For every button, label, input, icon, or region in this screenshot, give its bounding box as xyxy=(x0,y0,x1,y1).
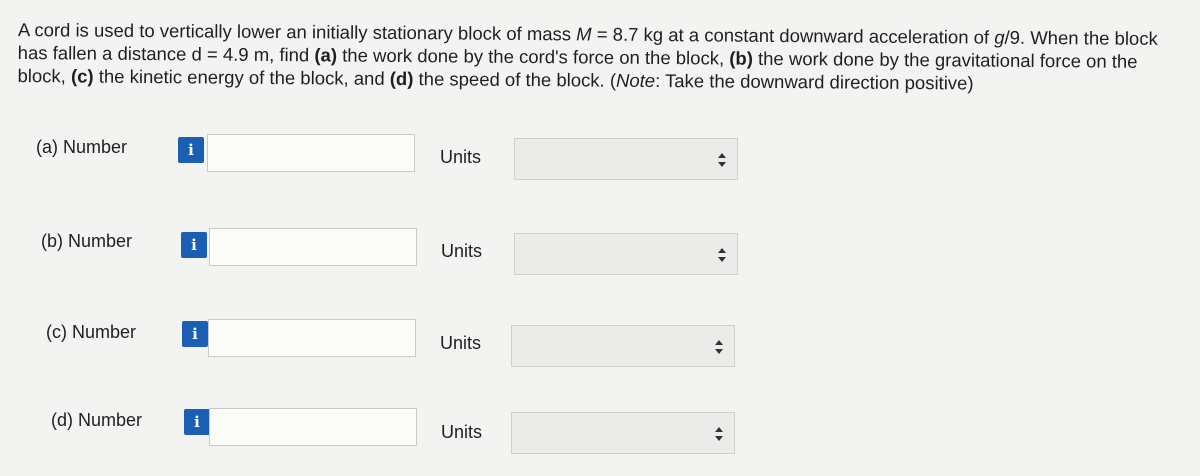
part-b-number-input[interactable] xyxy=(209,228,417,266)
part-d-label: (d) Number xyxy=(51,410,143,430)
updown-arrows-icon xyxy=(717,152,727,168)
updown-arrows-icon xyxy=(714,339,724,355)
problem-text: M xyxy=(576,23,592,45)
problem-text: the work done by the cord's force on the block, xyxy=(336,44,730,69)
info-icon[interactable]: i xyxy=(182,321,208,347)
part-marker-b: (b) xyxy=(729,47,753,69)
part-d-number-input[interactable] xyxy=(209,408,417,446)
part-b-units-select[interactable] xyxy=(514,233,738,275)
part-c-number-input[interactable] xyxy=(208,319,416,357)
updown-arrows-icon xyxy=(717,247,727,263)
part-c-label: (c) Number xyxy=(46,322,137,342)
part-d-units-select[interactable] xyxy=(511,412,735,454)
part-a-units-label: Units xyxy=(440,147,482,167)
part-marker-d: (d) xyxy=(389,67,414,90)
problem-text: the speed of the block. ( xyxy=(413,68,617,91)
part-marker-a: (a) xyxy=(314,44,338,66)
info-icon[interactable]: i xyxy=(184,409,210,435)
part-c-units-label: Units xyxy=(440,333,482,353)
problem-text: : Take the downward direction positive) xyxy=(655,70,974,94)
part-a-label: (a) Number xyxy=(36,137,128,157)
problem-text: g xyxy=(994,26,1005,48)
problem-text: A cord is used to vertically lower an initially stationary block of mass xyxy=(17,18,577,45)
info-icon[interactable]: i xyxy=(181,232,207,258)
part-c-units-select[interactable] xyxy=(511,325,735,367)
part-a-units-select[interactable] xyxy=(514,138,738,180)
problem-text: the kinetic energy of the block, and xyxy=(93,65,390,89)
part-a-number-input[interactable] xyxy=(207,134,415,172)
problem-text: Note xyxy=(615,69,656,92)
problem-text: /9. When the block has fallen a distance d = 4.9 m, find xyxy=(17,26,1158,66)
problem-statement xyxy=(17,18,1183,96)
part-d-units-label: Units xyxy=(441,422,483,442)
problem-text: = 8.7 kg at a constant downward acceleration of xyxy=(591,23,995,48)
part-b-units-label: Units xyxy=(441,241,483,261)
info-icon[interactable]: i xyxy=(178,137,204,163)
part-b-label: (b) Number xyxy=(41,231,133,251)
part-marker-c: (c) xyxy=(70,65,94,87)
updown-arrows-icon xyxy=(714,426,724,442)
problem-text: the work done by the gravitational force on the block, xyxy=(17,47,1138,87)
